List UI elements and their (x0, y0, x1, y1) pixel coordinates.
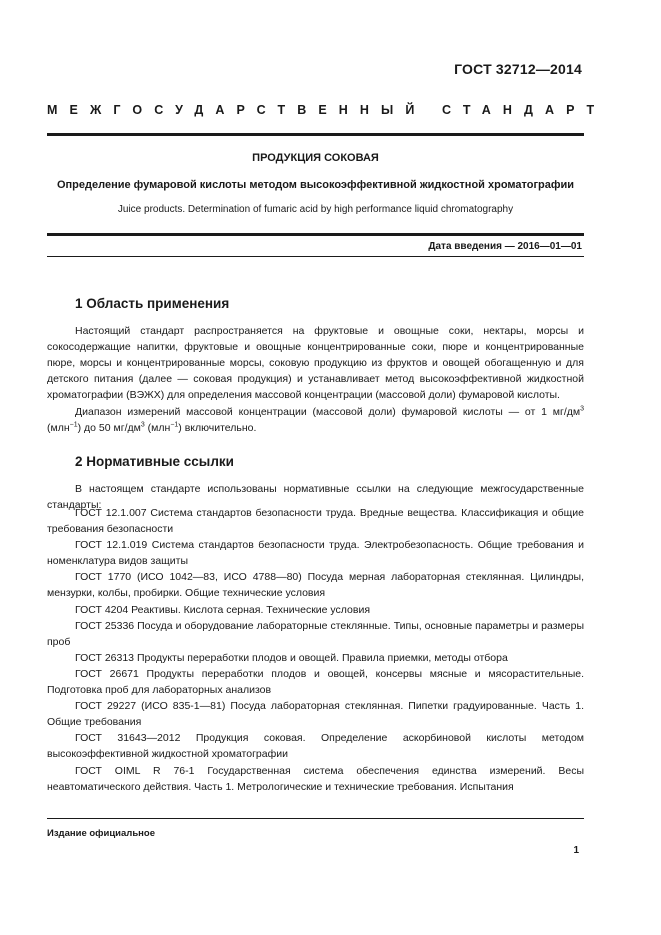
introduction-date: Дата введения — 2016—01—01 (428, 241, 582, 252)
normative-references-list (47, 505, 584, 795)
reference-item: ГОСТ 29227 (ИСО 835-1—81) Посуда лабораторная стеклянная. Пипетки градуированные. Часть 1. Общие требования (47, 700, 584, 729)
section-1-heading: 1 Область применения (75, 296, 230, 311)
reference-item: ГОСТ 12.1.007 Система стандартов безопасности труда. Вредные вещества. Классификация и общие требования безопасности (47, 507, 584, 536)
reference-item: ГОСТ 31643—2012 Продукция соковая. Определение аскорбиновой кислоты методом высокоэффективной жидкостной хроматографии (47, 732, 584, 761)
document-subtitle: Определение фумаровой кислоты методом высокоэффективной жидкостной хроматографии (56, 179, 575, 191)
official-edition-label: Издание официальное (47, 828, 155, 839)
section-1-paragraph-1: Настоящий стандарт распространяется на фруктовые и овощные соки, нектары, морсы и сокосодержащие напитки, фруктовые и овощные концентрированные соки, пюре и концентрированные пюре, морсы и концентрированные морсы, соковую продукцию из фруктов и овощей обогащенную и для детского питания (далее — соковая продукция) и устанавливает метод высокоэффективной жидкостной хроматографии (ВЭЖХ) для определения массовой концентрации (массовой доли) фумаровой кислоты. (47, 325, 584, 402)
title-bottom-rule (47, 233, 584, 236)
section-1-paragraph-2: Диапазон измерений массовой концентрации (массовой доли) фумаровой кислоты — от 1 $мг/дм^3$ (млн$^{-1}$) до 50 $мг/дм^3$ (млн$^{-1}$) включительно. (47, 405, 584, 435)
reference-item: ГОСТ 12.1.019 Система стандартов безопасности труда. Электробезопасность. Общие требования и номенклатура видов защиты (47, 539, 584, 568)
section-2-intro: В настоящем стандарте использованы нормативные ссылки на следующие межгосударственные стандарты: (47, 483, 584, 512)
footer-rule (47, 818, 584, 819)
reference-item: ГОСТ OIML R 76-1 Государственная система обеспечения единства измерений. Весы неавтоматического действия. Часть 1. Метрологические и технические требования. Испытания (47, 764, 584, 793)
english-title: Juice products. Determination of fumaric acid by high performance liquid chromatography (117, 204, 514, 215)
reference-item: ГОСТ 26313 Продукты переработки плодов и овощей. Правила приемки, методы отбора (75, 651, 508, 664)
page-number: 1 (573, 845, 579, 856)
reference-item: ГОСТ 25336 Посуда и оборудование лабораторные стеклянные. Типы, основные параметры и размеры проб (47, 619, 584, 648)
document-title: ПРОДУКЦИЯ СОКОВАЯ (252, 152, 379, 164)
reference-item: ГОСТ 1770 (ИСО 1042—83, ИСО 4788—80) Посуда мерная лабораторная стеклянная. Цилиндры, мензурки, колбы, пробирки. Общие технические условия (47, 571, 584, 600)
reference-item: ГОСТ 26671 Продукты переработки плодов и овощей, консервы мясные и мясорастительные. Подготовка проб для лабораторных анализов (47, 667, 584, 697)
section-2-heading: 2 Нормативные ссылки (75, 454, 234, 469)
interstate-standard-label: МЕЖГОСУДАРСТВЕННЫЙ СТАНДАРТ (47, 103, 607, 117)
gost-number: ГОСТ 32712—2014 (454, 61, 582, 77)
reference-item: ГОСТ 4204 Реактивы. Кислота серная. Технические условия (75, 603, 371, 616)
top-rule (47, 133, 584, 136)
date-rule (47, 256, 584, 257)
